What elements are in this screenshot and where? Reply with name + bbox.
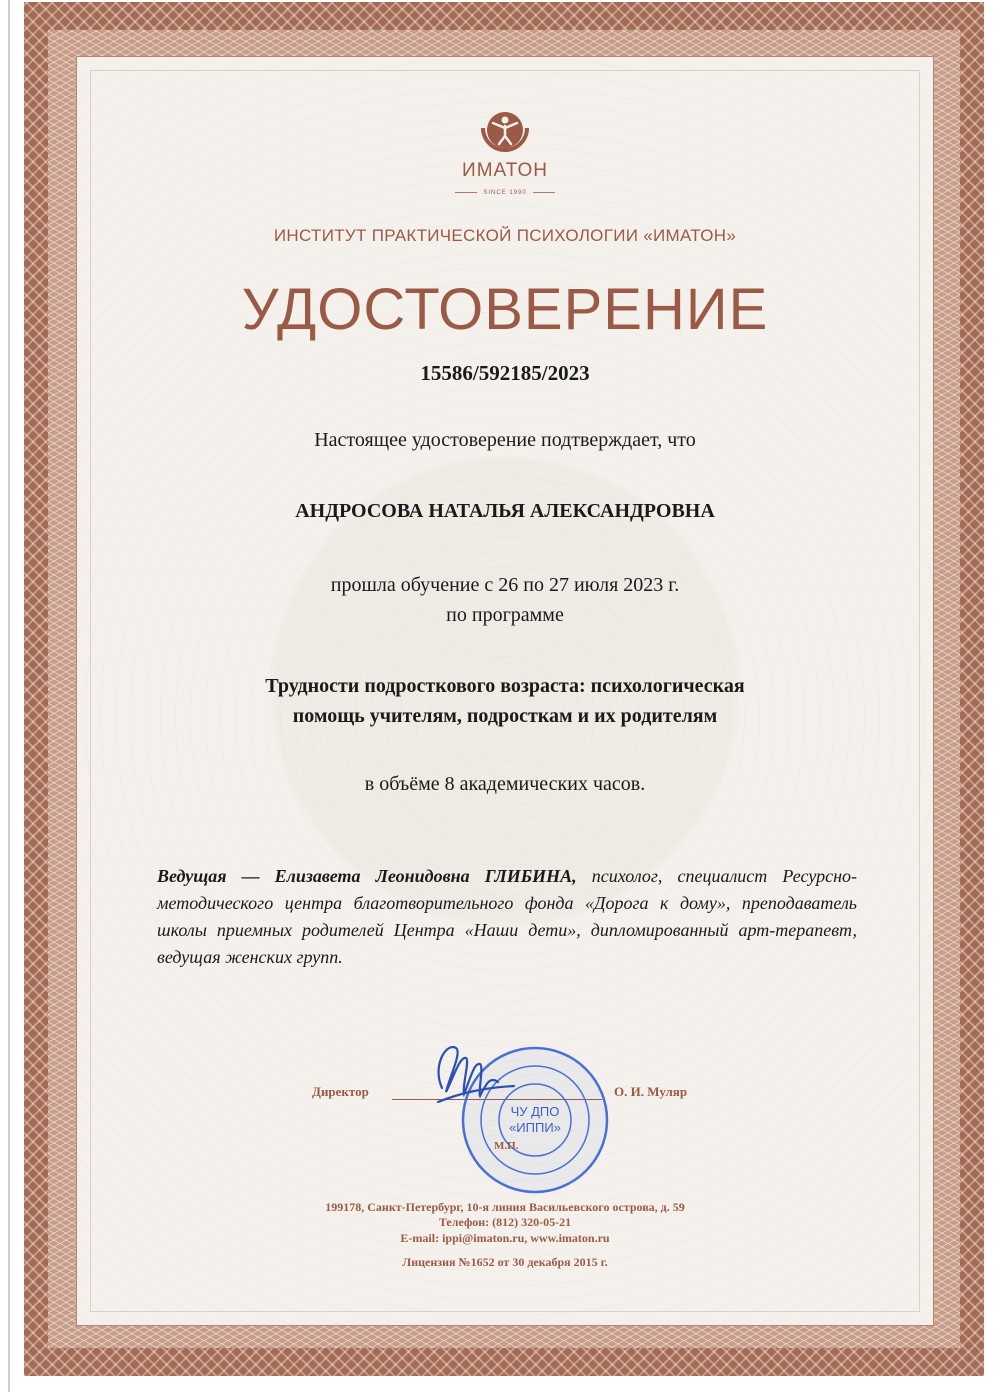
lecturer-details: психолог, специалист Ресурсно-методического центра благотворительного фонда «Дорога к дому», преподаватель школы приемных родителей Центра «Наши дети», дипломированный арт-терапевт, ведущая женских групп. [157, 866, 858, 967]
document-title: УДОСТОВЕРЕНИЕ [241, 277, 769, 342]
brand-since: SINCE 1990 [405, 190, 605, 196]
program-title [150, 671, 860, 731]
certificate-number: 15586/592185/2023 [420, 361, 590, 385]
confirm-text: Настоящее удостоверение подтверждает, что [314, 429, 696, 451]
footer-phone: Телефон: (812) 320-05-21 [438, 1215, 572, 1229]
training-period [150, 570, 860, 630]
footer-email: E-mail: ippi@imaton.ru, www.imaton.ru [400, 1231, 610, 1245]
institute-name: ИНСТИТУТ ПРАКТИЧЕСКОЙ ПСИХОЛОГИИ «ИМАТОН» [273, 226, 737, 245]
director-label: Директор [312, 1084, 369, 1099]
hours-text: в объёме 8 академических часов. [364, 773, 646, 795]
program-title-line-1: Трудности подросткового возраста: психологическая [265, 675, 745, 697]
stamp-center-line-2: «ИППИ» [509, 1120, 561, 1135]
lecturer-name: Ведущая — Елизавета Леонидовна ГЛИБИНА, [157, 866, 577, 886]
handwritten-signature-icon [428, 1036, 518, 1116]
lecturer-description [157, 863, 857, 971]
training-period-line: прошла обучение с 26 по 27 июля 2023 г. [330, 574, 680, 596]
program-intro: по программе [446, 604, 564, 626]
brand-name: ИМАТОН [462, 160, 548, 181]
program-title-line-2: помощь учителям, подросткам и их родителям [292, 705, 718, 727]
director-name: О. И. Муляр [614, 1084, 688, 1099]
seal-place-label: М.П. [494, 1140, 519, 1152]
stamp-center-line-1: ЧУ ДПО [510, 1104, 560, 1119]
director-signature [428, 1036, 518, 1116]
imaton-logo-icon [430, 108, 580, 168]
footer-address: 199178, Санкт-Петербург, 10-я линия Васильевского острова, д. 59 [325, 1200, 685, 1214]
recipient-name: АНДРОСОВА НАТАЛЬЯ АЛЕКСАНДРОВНА [295, 500, 715, 522]
footer-license: Лицензия №1652 от 30 декабря 2015 г. [402, 1255, 608, 1269]
page-edge-shadow [8, 0, 10, 1392]
